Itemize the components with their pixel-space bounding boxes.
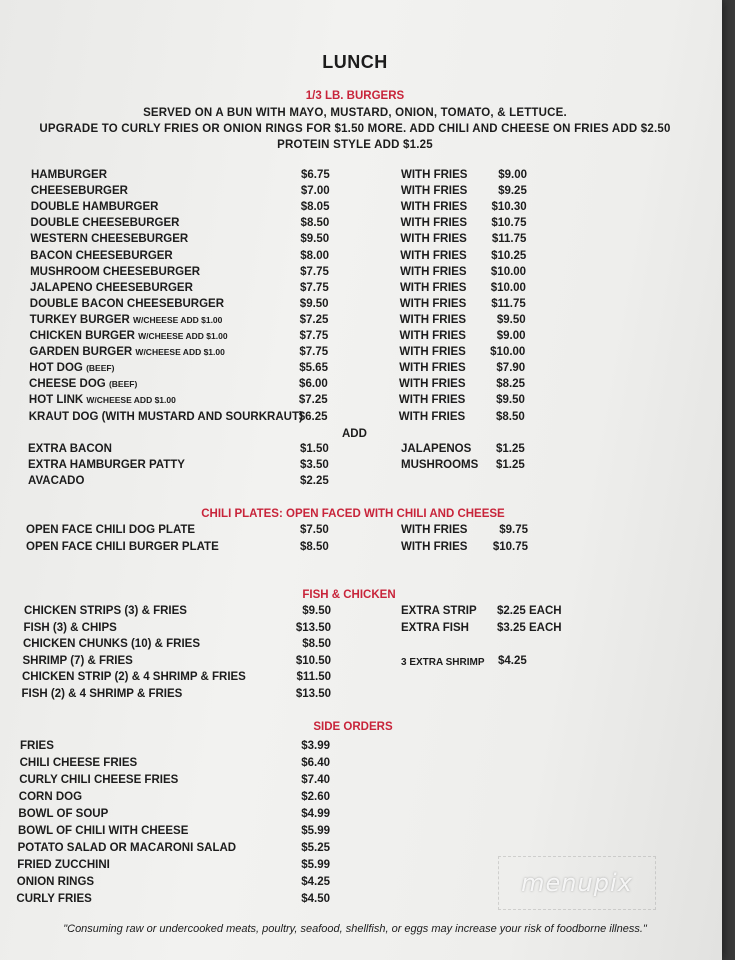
with-fries-label: WITH FRIES (399, 362, 466, 375)
add-label: ADD (342, 428, 367, 440)
extra-row (28, 443, 628, 459)
item-price: $11.50 (296, 671, 331, 684)
with-fries-label: WITH FRIES (401, 169, 468, 181)
item-price: $6.25 (298, 410, 328, 423)
burger-row (30, 233, 630, 249)
item-name: DOUBLE CHEESEBURGER (30, 217, 180, 230)
with-fries-label: WITH FRIES (400, 249, 467, 262)
with-fries-price: $9.50 (496, 394, 525, 407)
burgers-note-2: UPGRADE TO CURLY FRIES OR ONION RINGS FOR $1.50 MORE. ADD CHILI AND CHEESE ON FRIES ADD $2.50 (39, 123, 671, 135)
item-price: $8.50 (302, 638, 331, 651)
burgers-note-3: PROTEIN STYLE ADD $1.25 (277, 139, 433, 151)
item-name: JALAPENO CHEESEBURGER (29, 281, 193, 294)
burger-row (29, 378, 629, 394)
with-fries-price: $10.00 (490, 346, 526, 359)
item-price: $7.75 (300, 265, 329, 278)
item-name: HOT LINK (28, 394, 84, 407)
item-name: CURLY CHILI CHEESE FRIES (19, 774, 179, 786)
with-fries-price: $9.25 (498, 185, 527, 198)
item-name: FISH (2) & 4 SHRIMP & FRIES (21, 688, 183, 700)
item-name: OPEN FACE CHILI DOG PLATE (26, 524, 196, 536)
extra-name: EXTRA BACON (28, 443, 112, 455)
item-price: $9.50 (302, 605, 331, 617)
item-name: CHICKEN BURGER (29, 330, 135, 342)
food-safety-disclaimer: "Consuming raw or undercooked meats, poultry, seafood, shellfish, or eggs may increase your risk of foodborne illness." (63, 923, 647, 935)
with-fries-price: $9.00 (496, 330, 526, 342)
burger-row (30, 298, 630, 314)
with-fries-price: $11.75 (491, 233, 527, 246)
item-price: $4.25 (301, 876, 330, 888)
side-row (19, 791, 619, 807)
with-fries-price: $9.75 (499, 524, 528, 536)
item-name-with-note (30, 330, 228, 342)
item-name: BACON CHEESEBURGER (30, 249, 173, 262)
burger-row (29, 346, 629, 362)
item-name: CHICKEN STRIP (2) & 4 SHRIMP & FRIES (22, 671, 246, 684)
fish-heading: FISH & CHICKEN (302, 589, 396, 601)
item-name: OPEN FACE CHILI BURGER PLATE (26, 540, 219, 553)
burger-row (29, 411, 629, 427)
item-name: BOWL OF CHILI WITH CHEESE (18, 825, 189, 837)
item-name: CHICKEN CHUNKS (10) & FRIES (23, 638, 200, 651)
item-name: CORN DOG (18, 791, 83, 803)
extra-price: $3.50 (300, 459, 329, 472)
item-name: FISH (3) & CHIPS (23, 621, 117, 634)
burgers-heading: 1/3 LB. BURGERS (305, 90, 405, 102)
with-fries-label: WITH FRIES (400, 217, 467, 230)
item-price: $4.99 (301, 808, 330, 820)
page-title: LUNCH (322, 52, 388, 72)
chili-row (26, 541, 626, 557)
chili-heading: CHILI PLATES: OPEN FACED WITH CHILI AND CHEESE (201, 508, 505, 520)
item-name: CHEESE DOG (29, 378, 106, 391)
with-fries-label: WITH FRIES (400, 265, 467, 278)
with-fries-label: WITH FRIES (400, 185, 468, 198)
item-name: BOWL OF SOUP (18, 808, 109, 820)
item-name: MUSHROOM CHEESEBURGER (30, 265, 201, 278)
item-note: W/CHEESE ADD $1.00 (138, 331, 228, 341)
fish-row (22, 688, 622, 704)
extra-right-name: MUSHROOMS (401, 459, 479, 472)
extra-name: EXTRA STRIP (401, 605, 477, 617)
with-fries-label: WITH FRIES (399, 378, 466, 391)
item-name: ONION RINGS (16, 876, 95, 888)
fish-row (23, 638, 623, 654)
item-name: CHICKEN STRIPS (3) & FRIES (24, 605, 187, 617)
item-name: CHEESEBURGER (30, 185, 128, 198)
with-fries-label: WITH FRIES (398, 394, 466, 407)
item-name: CHILI CHEESE FRIES (19, 757, 138, 769)
side-row (20, 757, 620, 773)
burgers-note-1: SERVED ON A BUN WITH MAYO, MUSTARD, ONION, TOMATO, & LETTUCE. (143, 107, 567, 119)
side-row (18, 808, 618, 824)
fish-row (22, 671, 622, 687)
item-price: $8.50 (300, 217, 330, 230)
item-price: $4.50 (301, 893, 330, 905)
extra-price: $1.50 (300, 443, 329, 455)
item-price: $6.75 (301, 169, 330, 181)
item-name-with-note (29, 394, 176, 406)
item-price: $7.25 (299, 313, 329, 326)
item-price: $6.00 (299, 378, 328, 391)
with-fries-label: WITH FRIES (399, 281, 467, 294)
item-price: $13.50 (295, 621, 331, 634)
side-row (18, 825, 618, 841)
side-row (19, 774, 619, 790)
item-price: $8.50 (300, 540, 329, 553)
item-note: (BEEF) (108, 379, 138, 390)
extra-name: AVACADO (28, 475, 85, 488)
fish-row (24, 605, 624, 621)
watermark: menupix (498, 856, 656, 910)
burger-row (30, 282, 630, 298)
with-fries-price: $10.75 (491, 217, 527, 230)
item-name: CURLY FRIES (16, 893, 92, 905)
item-price: $7.50 (300, 524, 329, 536)
item-price: $7.40 (301, 774, 330, 786)
item-note: W/CHEESE ADD $1.00 (132, 314, 223, 325)
burger-row (31, 185, 631, 201)
with-fries-label: WITH FRIES (399, 297, 467, 310)
item-price: $6.40 (301, 757, 330, 769)
burger-row (30, 250, 630, 266)
burger-row (29, 394, 629, 410)
with-fries-label: WITH FRIES (400, 233, 467, 246)
item-name-with-note (29, 362, 114, 374)
burger-row (30, 314, 630, 330)
item-price: $5.99 (301, 825, 330, 837)
item-name: WESTERN CHEESEBURGER (30, 233, 189, 246)
side-row (20, 740, 620, 756)
fish-row (24, 622, 624, 638)
extra-right-price: $1.25 (496, 459, 525, 472)
item-name: SHRIMP (7) & FRIES (22, 654, 133, 667)
with-fries-price: $8.50 (495, 410, 525, 423)
with-fries-price: $10.00 (490, 281, 526, 294)
with-fries-label: WITH FRIES (399, 313, 467, 326)
with-fries-price: $10.75 (492, 540, 528, 553)
burger-row (30, 330, 630, 346)
extra-row (28, 459, 628, 475)
item-price: $10.50 (295, 654, 331, 667)
sides-heading: SIDE ORDERS (313, 721, 393, 733)
burger-row (30, 266, 630, 282)
burger-row (31, 169, 631, 185)
fish-row (23, 655, 623, 671)
with-fries-label: WITH FRIES (401, 524, 468, 536)
with-fries-label: WITH FRIES (399, 346, 466, 359)
item-price: $2.60 (301, 791, 330, 803)
extra-name: EXTRA HAMBURGER PATTY (28, 459, 185, 472)
item-price: $8.05 (300, 201, 330, 214)
extra-name: EXTRA FISH (401, 621, 469, 634)
burger-row (29, 362, 629, 378)
with-fries-label: WITH FRIES (401, 540, 468, 553)
item-name-with-note (29, 346, 225, 358)
item-name: HOT DOG (29, 362, 83, 375)
with-fries-price: $10.00 (490, 265, 527, 278)
item-price: $7.25 (298, 394, 328, 407)
extra-price: $4.25 (498, 654, 527, 667)
with-fries-price: $10.30 (491, 201, 527, 214)
item-price: $7.75 (299, 281, 329, 294)
item-name: TURKEY BURGER (29, 313, 130, 326)
extra-price: $2.25 EACH (497, 605, 562, 617)
with-fries-price: $10.25 (491, 249, 527, 262)
extra-name: 3 EXTRA SHRIMP (401, 656, 485, 668)
item-name: DOUBLE BACON CHEESEBURGER (29, 297, 225, 310)
item-price: $5.99 (301, 859, 330, 871)
with-fries-price: $11.75 (491, 297, 526, 310)
extra-price: $2.25 (300, 475, 329, 488)
with-fries-price: $9.00 (498, 169, 527, 181)
item-price: $9.50 (299, 297, 329, 310)
item-price: $5.65 (299, 362, 328, 375)
extra-row (28, 475, 628, 491)
item-price: $7.00 (300, 185, 330, 198)
chili-row (26, 524, 626, 540)
extra-right-price: $1.25 (496, 443, 525, 455)
item-name: DOUBLE HAMBURGER (30, 201, 159, 214)
item-name: POTATO SALAD OR MACARONI SALAD (17, 842, 237, 854)
item-name: GARDEN BURGER (29, 346, 133, 359)
item-name: HAMBURGER (31, 169, 108, 181)
with-fries-price: $7.90 (496, 362, 526, 375)
item-price: $7.75 (299, 330, 329, 342)
extra-price: $3.25 EACH (497, 621, 562, 634)
extra-right-name: JALAPENOS (401, 443, 472, 455)
item-price: $13.50 (295, 688, 331, 700)
with-fries-price: $9.50 (496, 313, 526, 326)
item-price: $8.00 (300, 249, 330, 262)
with-fries-label: WITH FRIES (400, 201, 468, 214)
item-price: $3.99 (301, 740, 330, 752)
item-name: FRIES (20, 740, 54, 752)
with-fries-label: WITH FRIES (398, 410, 466, 423)
item-note: W/CHEESE ADD $1.00 (135, 347, 225, 358)
burger-row (31, 217, 631, 233)
item-price: $7.75 (299, 346, 329, 359)
item-price: $9.50 (300, 233, 330, 246)
item-name-with-note (30, 314, 223, 326)
item-note: W/CHEESE ADD $1.00 (86, 395, 176, 406)
item-name: KRAUT DOG (WITH MUSTARD AND SOURKRAUT) (28, 410, 303, 423)
item-price: $5.25 (301, 842, 330, 854)
burger-row (31, 201, 631, 217)
item-name: FRIED ZUCCHINI (17, 859, 110, 871)
item-name-with-note (29, 378, 137, 390)
with-fries-price: $8.25 (496, 378, 526, 391)
item-note: (BEEF) (86, 363, 115, 374)
with-fries-label: WITH FRIES (399, 330, 466, 342)
